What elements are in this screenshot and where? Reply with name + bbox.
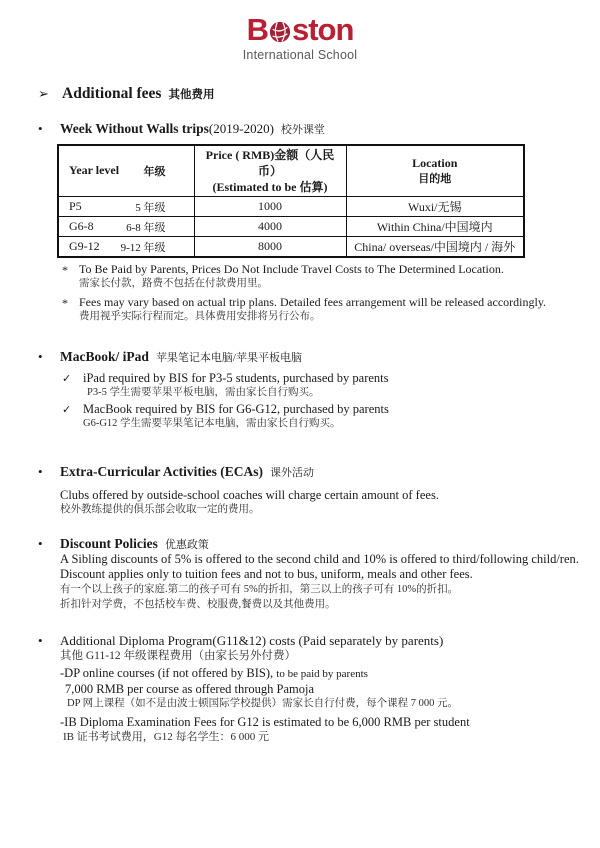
checklist-cn: P3-5 学生需要苹果平板电脑，需由家长自行购买。 <box>87 387 320 398</box>
globe-icon <box>269 21 291 43</box>
header-price-line2: (Estimated to be 估算) <box>212 180 328 194</box>
discount-body <box>60 552 600 612</box>
note-cn: 需家长付款，路费不包括在付款费用里。 <box>79 278 268 289</box>
checklist-en: MacBook required by BIS for G6-G12, purchased by parents <box>83 402 389 416</box>
eca-body-en: Clubs offered by outside-school coaches will charge certain amount of fees. <box>60 488 439 502</box>
note-en: To Be Paid by Parents, Prices Do Not Include Travel Costs to The Determined Location. <box>79 262 504 276</box>
checklist-item <box>62 402 600 431</box>
discount-line-2: Discount applies only to tuition fees and not to bus, uniform, meals and other fees. <box>60 567 473 581</box>
table-row <box>58 217 524 237</box>
year-level-en: G9-12 <box>69 238 100 253</box>
arrow-bullet-icon: ➢ <box>38 86 49 101</box>
header-year-level-en: Year level <box>69 163 120 177</box>
dp-rmb-line: 7,000 RMB per course as offered through Pamoja <box>65 682 315 696</box>
header-location-line1: Location <box>412 156 458 170</box>
dp-online-en: -DP online courses (if not offered by BIS), <box>60 666 277 680</box>
bullet-icon: • <box>38 633 43 648</box>
eca-title-cn: 课外活动 <box>269 467 314 479</box>
header-location <box>346 145 524 197</box>
checklist-item <box>62 371 600 400</box>
header-location-line2: 目的地 <box>418 173 452 185</box>
fees-table <box>57 144 525 258</box>
additional-fees-heading <box>38 85 600 103</box>
checklist-cn: G6-G12 学生需要苹果笔记本电脑，需由家长自行购买。 <box>83 418 341 429</box>
diploma-title-cn: 其他 G11-12 年级课程费用（由家长另外付费） <box>60 650 296 662</box>
eca-title-en: Extra-Curricular Activities (ECAs) <box>60 464 263 479</box>
cell-price: 1000 <box>194 197 346 217</box>
www-title-en: Week Without Walls trips <box>60 121 209 136</box>
macbook-section-title <box>38 349 600 365</box>
cell-location: Wuxi/无锡 <box>346 197 524 217</box>
cell-year-level <box>58 197 194 217</box>
brand-letters-ston: ston <box>291 12 354 47</box>
www-title-cn: 校外课堂 <box>280 124 325 136</box>
table-header-row <box>58 145 524 197</box>
header-year-level <box>58 145 194 197</box>
school-logo <box>0 0 600 63</box>
asterisk-icon: * <box>62 296 68 310</box>
bullet-icon: • <box>38 349 43 364</box>
cell-location: China/ overseas/中国境内 / 海外 <box>346 237 524 258</box>
year-level-cn: 9-12 年级 <box>120 241 166 254</box>
asterisk-icon: * <box>62 263 68 277</box>
discount-cn-2: 折扣针对学费，不包括校车费、校服费,餐费以及其他费用。 <box>60 599 336 610</box>
check-icon: ✓ <box>62 373 72 385</box>
macbook-title-cn: 苹果笔记本电脑/苹果平板电脑 <box>155 352 302 364</box>
year-level-cn: 5 年级 <box>135 201 166 214</box>
discount-line-1: A Sibling discounts of 5% is offered to the second child and 10% is offered to third/following child/ren. <box>60 552 579 566</box>
diploma-body <box>60 649 600 744</box>
dp-online-en-small: to be paid by parents <box>276 668 368 680</box>
note-cn: 费用视乎实际行程而定。具体费用安排将另行公布。 <box>79 311 321 322</box>
note-item <box>62 262 600 290</box>
dp-online-line <box>60 666 600 682</box>
logo-subtitle: International School <box>242 48 358 62</box>
note-en: Fees may vary based on actual trip plans. Detailed fees arrangement will be released accordingly. <box>79 295 547 309</box>
brand-wordmark <box>0 13 600 47</box>
eca-body-cn: 校外教练提供的俱乐部会收取一定的费用。 <box>60 504 260 515</box>
year-level-en: P5 <box>69 198 82 213</box>
checklist-en: iPad required by BIS for P3-5 students, purchased by parents <box>83 371 389 385</box>
bullet-icon: • <box>38 121 43 136</box>
eca-section-title <box>38 464 600 480</box>
header-year-level-cn: 年级 <box>143 166 166 178</box>
table-row <box>58 237 524 258</box>
note-item <box>62 295 600 323</box>
discount-title-cn: 优惠政策 <box>164 539 209 551</box>
www-section-title <box>38 121 600 137</box>
cell-price: 8000 <box>194 237 346 258</box>
cell-year-level <box>58 237 194 258</box>
ib-exam-line: -IB Diploma Examination Fees for G12 is estimated to be 6,000 RMB per student <box>60 715 470 729</box>
heading-cn: 其他费用 <box>168 89 215 101</box>
macbook-title-en: MacBook/ iPad <box>60 349 149 364</box>
cell-location: Within China/中国境内 <box>346 217 524 237</box>
dp-cn-line: DP 网上课程（如不是由波士顿国际学校提供）需家长自行付费，每个课程 7 000 元。 <box>67 698 459 709</box>
cell-price: 4000 <box>194 217 346 237</box>
brand-letter-b: B <box>246 12 268 47</box>
table-notes <box>62 262 600 323</box>
diploma-title-en: Additional Diploma Program(G11&12) costs (Paid separately by parents) <box>60 633 444 648</box>
cell-year-level <box>58 217 194 237</box>
header-price-line1: Price ( RMB)金额（人民币） <box>205 148 335 178</box>
discount-cn-1: 有一个以上孩子的家庭.第二的孩子可有 5%的折扣，第三以上的孩子可有 10%的折扣。 <box>60 584 459 595</box>
bullet-icon: • <box>38 536 43 551</box>
ib-cn-line: IB 证书考试费用，G12 每名学生：6 000 元 <box>63 731 269 743</box>
eca-body <box>60 488 600 517</box>
diploma-section-title <box>38 633 600 649</box>
year-level-en: G6-8 <box>69 218 94 233</box>
discount-title-en: Discount Policies <box>60 536 158 551</box>
table-row <box>58 197 524 217</box>
header-price <box>194 145 346 197</box>
discount-section-title <box>38 536 600 552</box>
year-level-cn: 6-8 年级 <box>126 221 166 234</box>
heading-en: Additional fees <box>62 85 162 102</box>
check-icon: ✓ <box>62 404 72 416</box>
bullet-icon: • <box>38 464 43 479</box>
www-title-year: (2019-2020) <box>208 121 274 136</box>
